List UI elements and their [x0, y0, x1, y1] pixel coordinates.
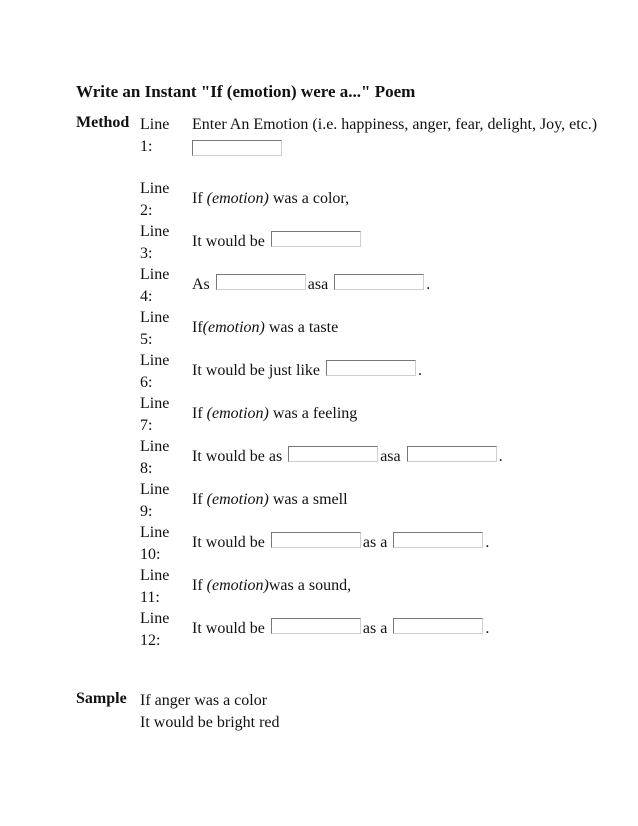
feeling-adjective-input[interactable]: [288, 446, 378, 462]
method-line-8: [140, 436, 638, 479]
method-line-4: [140, 264, 638, 307]
line-end: .: [417, 362, 422, 379]
sound-comparison-input[interactable]: [393, 618, 483, 634]
feeling-comparison-input[interactable]: [407, 446, 497, 462]
sample-poem: [140, 690, 280, 734]
sample-line-2: It would be bright red: [140, 714, 280, 731]
line-middle: asa: [380, 448, 405, 465]
line-text: [192, 618, 489, 640]
sound-adjective-input[interactable]: [271, 618, 361, 634]
taste-input[interactable]: [326, 360, 416, 376]
method-line-2: [140, 178, 638, 221]
line-suffix: was a color,: [268, 190, 350, 207]
method-line-11: [140, 565, 638, 608]
line-number: Line 2:: [140, 180, 170, 219]
emotion-placeholder: (emotion): [206, 405, 269, 422]
line-end: .: [485, 620, 490, 637]
smell-adjective-input[interactable]: [271, 532, 361, 548]
adjective-input[interactable]: [216, 274, 306, 290]
page-title: Write an Instant "If (emotion) were a..." Poem: [76, 82, 416, 101]
line-number: Line 1:: [140, 116, 170, 155]
line-text: [192, 114, 637, 156]
line-end: .: [498, 448, 503, 465]
line-prefix: If: [192, 405, 207, 422]
line-prefix: It would be as: [192, 448, 287, 465]
comparison-input[interactable]: [334, 274, 424, 290]
method-line-7: [140, 393, 638, 436]
emotion-placeholder: (emotion): [206, 190, 269, 207]
sample-line-1: If anger was a color: [140, 692, 268, 709]
method-label: Method: [76, 114, 130, 131]
line-middle: as a: [362, 534, 392, 551]
line-prefix: If: [192, 491, 207, 508]
method-line-12: [140, 608, 638, 651]
line-text: [192, 489, 348, 511]
line-prefix: It would be: [192, 233, 269, 250]
line-text: [192, 403, 357, 425]
line-number: Line 11:: [140, 567, 170, 606]
line-suffix: was a taste: [264, 319, 339, 336]
method-line-6: [140, 350, 638, 393]
line-text: [192, 446, 503, 468]
line-number: Line 7:: [140, 395, 170, 434]
line-number: Line 4:: [140, 266, 170, 305]
line-prefix: It would be just like: [192, 362, 324, 379]
emotion-input[interactable]: [192, 140, 282, 156]
color-input[interactable]: [271, 231, 361, 247]
line-number: Line 3:: [140, 223, 170, 262]
line-text: [192, 575, 351, 597]
line-instruction: Enter An Emotion (i.e. happiness, anger, fear, delight, Joy, etc.): [192, 116, 598, 133]
line-text: [192, 317, 338, 339]
line-text: [192, 360, 422, 382]
method-line-9: [140, 479, 638, 522]
line-prefix: If: [192, 190, 207, 207]
line-prefix: It would be: [192, 620, 269, 637]
line-text: [192, 188, 349, 210]
line-number: Line 10:: [140, 524, 170, 563]
line-number: Line 5:: [140, 309, 170, 348]
line-prefix: As: [192, 276, 214, 293]
line-suffix: was a smell: [268, 491, 348, 508]
sample-label: Sample: [76, 690, 127, 707]
line-suffix: was a feeling: [268, 405, 358, 422]
line-middle: asa: [307, 276, 333, 293]
line-text: [192, 231, 363, 253]
line-number: Line 6:: [140, 352, 170, 391]
line-end: .: [426, 276, 431, 293]
line-prefix: If: [192, 319, 203, 336]
method-line-3: [140, 221, 638, 264]
line-prefix: It would be: [192, 534, 269, 551]
emotion-placeholder: (emotion): [206, 577, 269, 594]
line-number: Line 8:: [140, 438, 170, 477]
line-number: Line 12:: [140, 610, 170, 649]
line-end: .: [485, 534, 490, 551]
method-line-1: [140, 114, 638, 174]
method-line-10: [140, 522, 638, 565]
emotion-placeholder: (emotion): [206, 491, 269, 508]
line-text: [192, 274, 430, 296]
line-number: Line 9:: [140, 481, 170, 520]
method-line-5: [140, 307, 638, 350]
line-text: [192, 532, 489, 554]
line-middle: as a: [362, 620, 392, 637]
smell-comparison-input[interactable]: [393, 532, 483, 548]
line-prefix: If: [192, 577, 207, 594]
emotion-placeholder: (emotion): [202, 319, 265, 336]
line-suffix: was a sound,: [268, 577, 352, 594]
